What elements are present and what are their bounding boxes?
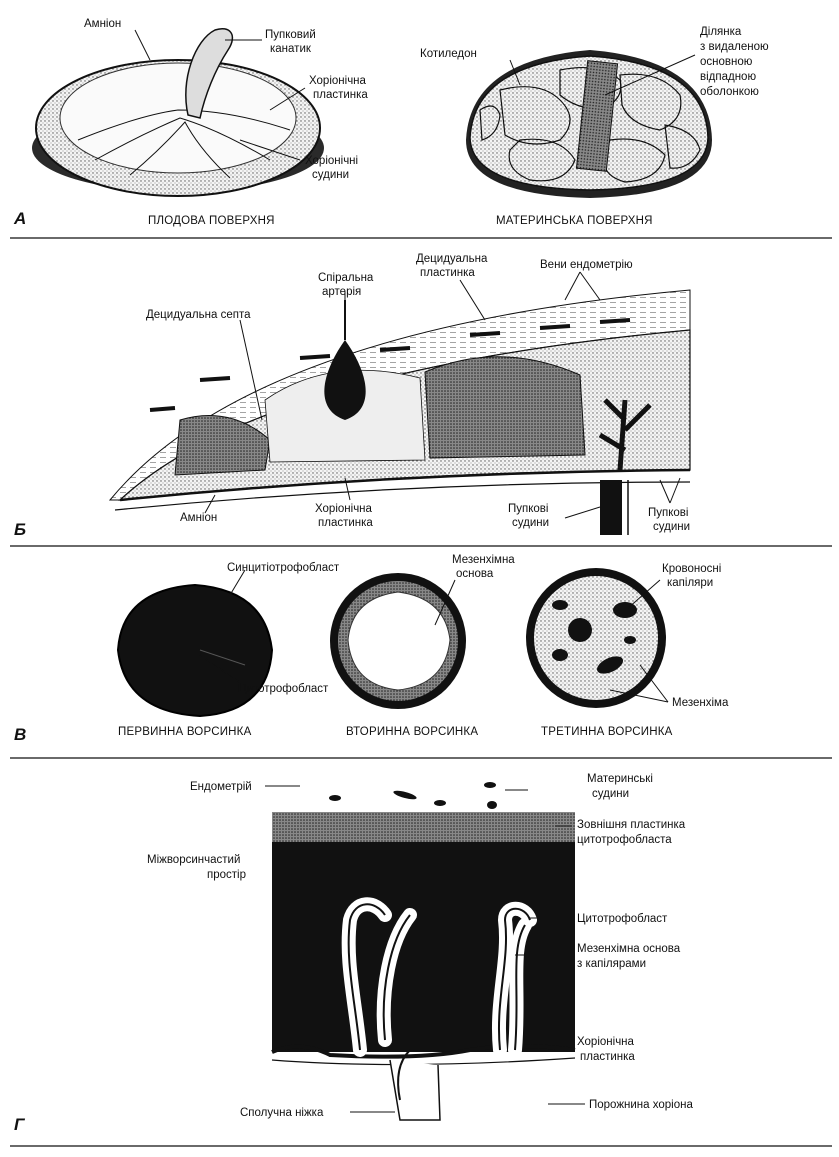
label-intervillous-line2: простір [207, 869, 246, 881]
caption-fetal-surface: ПЛОДОВА ПОВЕРХНЯ [148, 215, 275, 227]
label-amnion-b: Амніон [180, 512, 218, 524]
label-maternal-vessels-line1: Материнські [587, 773, 653, 785]
label-cotyledon: Котиледон [420, 48, 477, 60]
label-removed-area-line1: Ділянка [700, 26, 742, 38]
label-blood-capillaries-line1: Кровоносні [662, 563, 722, 575]
label-endometrial-veins: Вени ендометрію [540, 259, 633, 271]
label-syncytiotrophoblast: Синцитіотрофобласт [227, 562, 340, 574]
label-blood-capillaries-line2: капіляри [667, 577, 714, 589]
label-spiral-artery-line2: артерія [322, 286, 362, 298]
label-connecting-stalk: Сполучна ніжка [240, 1107, 324, 1119]
label-outer-plate-line1: Зовнішня пластинка [577, 819, 686, 831]
caption-secondary-villus: ВТОРИННА ВОРСИНКА [346, 726, 479, 738]
panel-b [14, 253, 690, 539]
label-spiral-artery-line1: Спіральна [318, 272, 374, 284]
label-removed-area-line5: оболонкою [700, 86, 759, 98]
label-chorionic-vessels-line2: судини [312, 169, 350, 181]
label-chorionic-plate-a-line1: Хоріонічна [309, 75, 366, 87]
label-decidual-plate-line2: пластинка [420, 267, 475, 279]
label-umbilical-cord-line2: канатик [270, 43, 311, 55]
panel-letter-a: А [14, 209, 27, 228]
label-umbilical-cord-line1: Пупковий [265, 29, 316, 41]
label-chorionic-cavity: Порожнина хоріона [589, 1099, 693, 1111]
caption-primary-villus: ПЕРВИННА ВОРСИНКА [118, 726, 252, 738]
placenta-section-illustration [110, 290, 690, 535]
label-umbilical-vessels-1-line1: Пупкові [508, 503, 549, 515]
label-cytotrophoblast-g: Цитотрофобласт [577, 913, 668, 925]
label-cytotrophoblast-v: Цитотрофобласт [238, 683, 329, 695]
label-chorionic-plate-a-line2: пластинка [313, 89, 368, 101]
label-removed-area-line4: відпадною [700, 71, 757, 83]
label-mesenchymal-core-line2: основа [456, 568, 494, 580]
label-umbilical-vessels-1-line2: судини [512, 517, 550, 529]
label-chorionic-plate-g-line1: Хоріонічна [577, 1036, 634, 1048]
label-removed-area-line2: з видаленою [700, 41, 769, 53]
label-umbilical-vessels-2-line2: судини [653, 521, 691, 533]
label-decidual-septum: Децидуальна септа [146, 309, 251, 321]
label-chorionic-plate-g-line2: пластинка [580, 1051, 635, 1063]
secondary-villus-illustration [330, 573, 466, 709]
maternal-surface-illustration [466, 50, 712, 198]
label-intervillous-line1: Міжворсинчастий [147, 854, 241, 866]
caption-tertiary-villus: ТРЕТИННА ВОРСИНКА [541, 726, 673, 738]
label-mesenchymal-core-line1: Мезенхімна [452, 554, 515, 566]
label-umbilical-vessels-2-line1: Пупкові [648, 507, 689, 519]
label-decidual-plate-line1: Децидуальна [416, 253, 488, 265]
primary-villus-illustration [118, 585, 272, 716]
panel-letter-v: В [14, 725, 27, 744]
label-chorionic-plate-b-line1: Хоріонічна [315, 503, 372, 515]
panel-letter-b: Б [14, 520, 27, 539]
label-amnion-a: Амніон [84, 18, 122, 30]
label-removed-area-line3: основною [700, 56, 753, 68]
label-mesenchyme: Мезенхіма [672, 697, 729, 709]
villi-development-illustration [272, 782, 575, 1120]
panel-g [14, 773, 693, 1134]
label-chorionic-plate-b-line2: пластинка [318, 517, 373, 529]
panel-letter-g: Г [14, 1115, 25, 1134]
label-mesenchymal-capillaries-line1: Мезенхімна основа [577, 943, 681, 955]
label-chorionic-vessels-line1: Хоріонічні [305, 155, 359, 167]
panel-v [14, 554, 729, 744]
label-endometrium: Ендометрій [190, 781, 252, 793]
panel-a [13, 18, 769, 228]
label-maternal-vessels-line2: судини [592, 788, 630, 800]
tertiary-villus-illustration [526, 568, 666, 708]
label-outer-plate-line2: цитотрофобласта [577, 834, 672, 846]
caption-maternal-surface: МАТЕРИНСЬКА ПОВЕРХНЯ [496, 215, 653, 227]
label-mesenchymal-capillaries-line2: з капілярами [577, 958, 646, 970]
